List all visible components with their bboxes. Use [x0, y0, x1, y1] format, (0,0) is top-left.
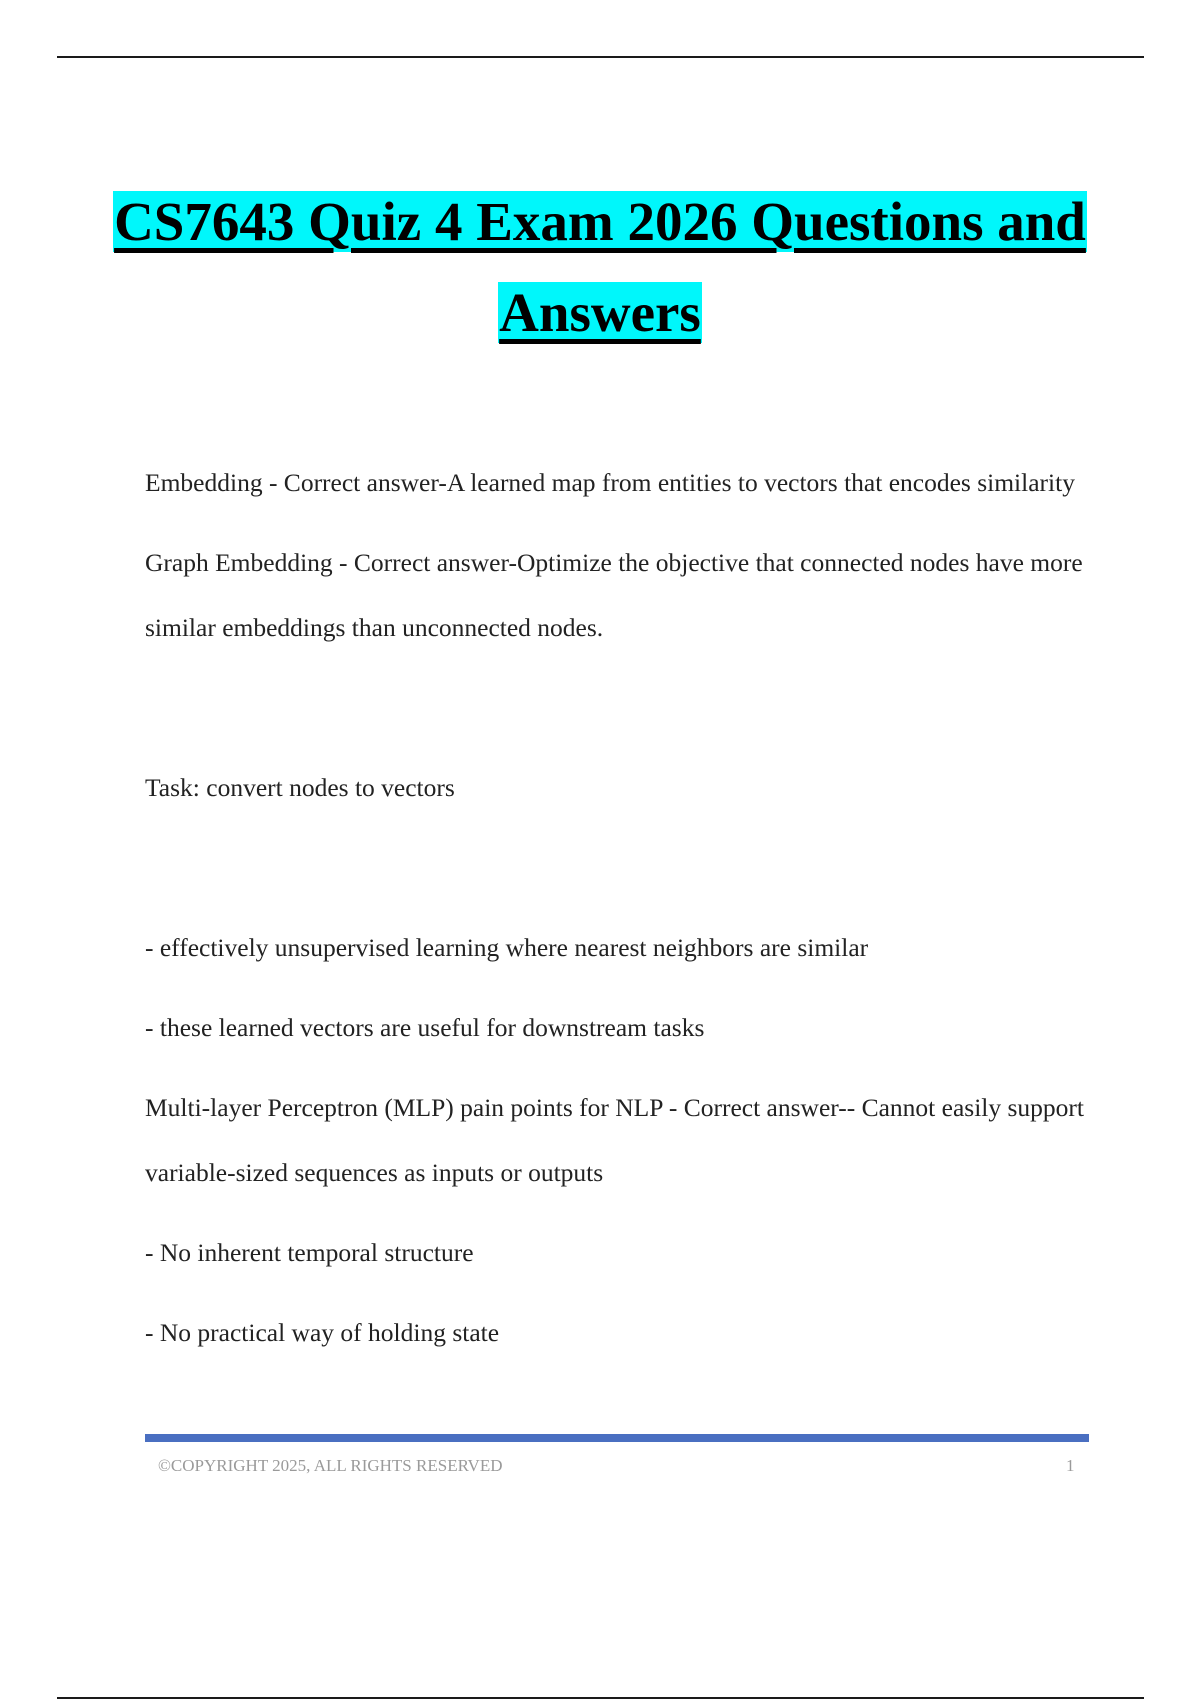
- title-line-1: [0, 176, 1200, 267]
- bottom-rule: [57, 1697, 1144, 1699]
- document-title: [0, 176, 1200, 358]
- title-text-2: Answers: [499, 282, 701, 343]
- top-rule: [57, 56, 1144, 58]
- bullet-state: - No practical way of holding state: [145, 1318, 500, 1347]
- footer-copyright: ©COPYRIGHT 2025, ALL RIGHTS RESERVED: [158, 1456, 503, 1475]
- title-text-1: CS7643 Quiz 4 Exam 2026 Questions and: [114, 191, 1086, 252]
- title-line-2: [0, 267, 1200, 358]
- paragraph-graph-embedding: Graph Embedding - Correct answer-Optimize the objective that connected nodes have more similar embeddings than unconnected nodes.: [145, 548, 1083, 642]
- paragraph-embedding: Embedding - Correct answer-A learned map from entities to vectors that encodes similarity: [145, 468, 1075, 497]
- paragraph-mlp: Multi-layer Perceptron (MLP) pain points for NLP - Correct answer-- Cannot easily support variable-sized sequences as inputs or outputs: [145, 1093, 1084, 1187]
- bullet-unsupervised: - effectively unsupervised learning where nearest neighbors are similar: [145, 933, 869, 962]
- document-body: [145, 450, 1090, 1365]
- footer-bar: [145, 1434, 1089, 1442]
- bullet-downstream: - these learned vectors are useful for downstream tasks: [145, 1013, 705, 1042]
- paragraph-task: Task: convert nodes to vectors: [145, 773, 455, 802]
- bullet-temporal: - No inherent temporal structure: [145, 1238, 474, 1267]
- page-number: 1: [1066, 1456, 1075, 1475]
